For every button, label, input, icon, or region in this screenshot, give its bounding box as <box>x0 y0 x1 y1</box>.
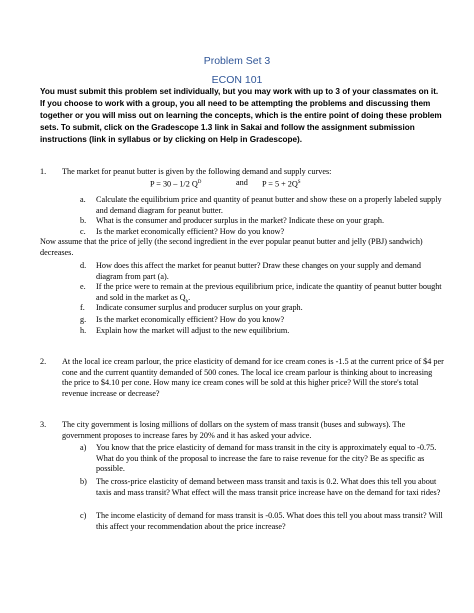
question-3-number: 3. <box>40 420 47 429</box>
part-3b-label: b) <box>80 477 87 486</box>
question-2-number: 2. <box>40 357 47 366</box>
part-1a-text: Calculate the equilibrium price and quantity of peanut butter and show these on a properly labeled supply and demand diagram for peanut butter. <box>96 195 442 215</box>
part-1d-text: How does this affect the market for peanut butter? Draw these changes on your supply and demand diagram from part (a). <box>96 261 421 281</box>
question-1-text: The market for peanut butter is given by the following demand and supply curves: <box>62 167 332 176</box>
part-3c-text: The income elasticity of demand for mass transit is -0.05. What does this tell you about mass transit? Will this affect your recommendation about the price increase? <box>96 511 443 531</box>
part-1c-text: Is the market economically efficient? How do you know? <box>96 227 285 236</box>
part-1e-text: If the price were to remain at the previous equilibrium price, indicate the quantity of peanut butter bought and sold in the market as $Q_b$. <box>96 282 442 305</box>
part-3a-label: a) <box>80 443 87 452</box>
part-3a-text: You know that the price elasticity of demand for mass transit in the city is approximately equal to -0.75. What do you think of the proposal to increase the fare to raise revenue for the city? Be as specific as possible. <box>96 443 437 474</box>
part-1h-text: Explain how the market will adjust to the new equilibrium. <box>96 326 290 335</box>
part-1d-label: d. <box>80 261 87 270</box>
submission-instructions: You must submit this problem set individually, but you may work with up to 3 of your classmates on it. If you choose to work with a group, you all need to be attempting the problems and discussing them together or you will miss out on learning the concepts, which is the entire point of doing these problem sets. To submit, click on the Gradescope 1.3 link in Sakai and follow the assignment submission instructions (link in syllabus or by clicking on Help in Gradescope). <box>40 87 442 145</box>
part-1e-label: e. <box>80 282 86 291</box>
part-1g-text: Is the market economically efficient? How do you know? <box>96 315 285 324</box>
part-3c-label: c) <box>80 511 87 520</box>
supply-equation: $P = 5 + 2Q^S$ <box>262 179 301 189</box>
document-title: Problem Set 3 <box>203 55 271 67</box>
part-1b-text: What is the consumer and producer surplus in the market? Indicate these on your graph. <box>96 216 385 225</box>
part-1a-label: a. <box>80 195 86 204</box>
question-3-text: The city government is losing millions of dollars on the system of mass transit (buses and subways). The government proposes to increase fares by 20% and it has asked your advice. <box>62 420 406 440</box>
question-1-assumption: Now assume that the price of jelly (the second ingredient in the ever popular peanut butter and jelly (PBJ) sandwich) decreases. <box>40 237 423 257</box>
part-1g-label: g. <box>80 315 87 324</box>
part-1b-label: b. <box>80 216 87 225</box>
part-1f-text: Indicate consumer surplus and producer surplus on your graph. <box>96 303 303 312</box>
part-1c-label: c. <box>80 227 86 236</box>
question-2-text: At the local ice cream parlour, the price elasticity of demand for ice cream cones is -1.5 at the current price of $4 per cone and the current quantity demanded of 500 cones. The local ice cream parlour is thinking about to increasing the price to $4.10 per cone. How many ice cream cones will be sold at this higher price? Will the store's total revenue increase or decrease? <box>62 357 444 398</box>
question-1-number: 1. <box>40 167 47 176</box>
course-title: ECON 101 <box>211 74 263 86</box>
equation-connector: and <box>236 178 248 187</box>
demand-equation: P = 30 – 1/2 $Q^D$ <box>150 179 202 189</box>
part-1f-label: f. <box>80 303 85 312</box>
part-3b-text: The cross-price elasticity of demand between mass transit and taxis is 0.2. What does this tell you about taxis and mass transit? What effect will the mass transit price increase have on the demand for taxi rides? <box>96 477 441 497</box>
part-1h-label: h. <box>80 326 87 335</box>
